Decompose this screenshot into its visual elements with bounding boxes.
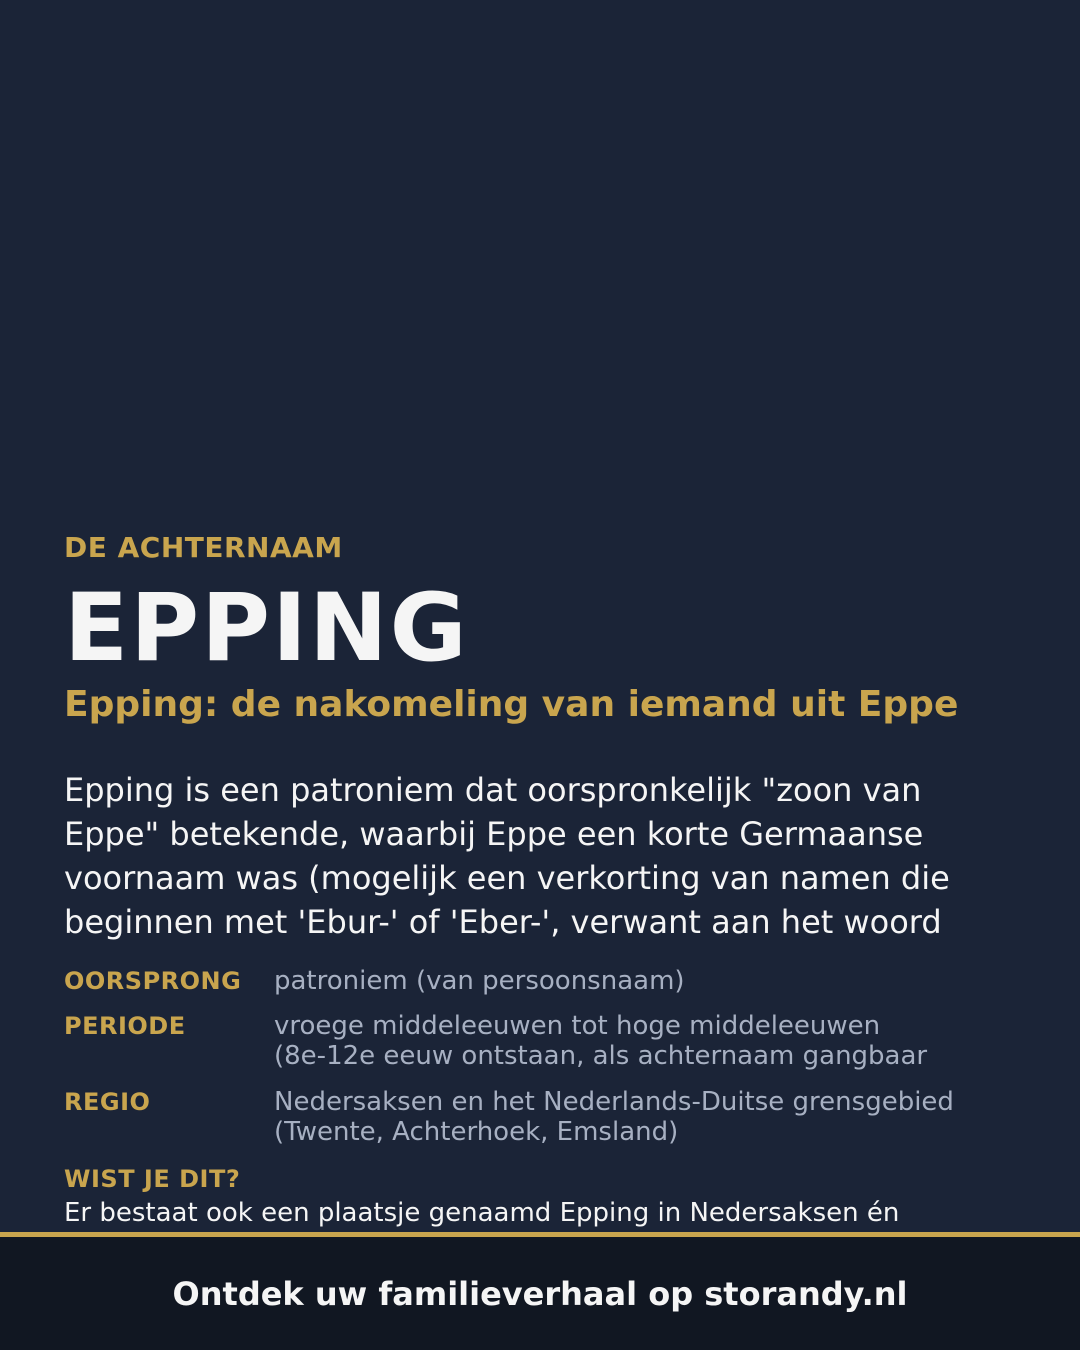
footer-cta: Ontdek uw familieverhaal op storandy.nl bbox=[172, 1275, 908, 1313]
eyebrow-label: DE ACHTERNAAM bbox=[64, 531, 343, 564]
surname-title: EPPING bbox=[64, 574, 469, 683]
did-you-know-label: WIST JE DIT? bbox=[64, 1165, 241, 1193]
fact-label-origin: OORSPRONG bbox=[64, 967, 242, 995]
intro-paragraph: Epping is een patroniem dat oorspronkelijk "zoon van Eppe" betekende, waarbij Eppe een korte Germaanse voornaam was (mogelijk een verkorting van namen die beginnen met 'Ebur-' of 'Eber-', verwant aan het woord bbox=[64, 771, 950, 941]
did-you-know-text: Er bestaat ook een plaatsje genaamd Epping in Nedersaksen én bbox=[64, 1198, 900, 1228]
fact-value-origin: patroniem (van persoonsnaam) bbox=[274, 966, 685, 996]
fact-label-period: PERIODE bbox=[64, 1012, 186, 1040]
fact-value-region: Nedersaksen en het Nederlands-Duitse grensgebied (Twente, Achterhoek, Emsland) bbox=[274, 1087, 954, 1147]
surname-subtitle: Epping: de nakomeling van iemand uit Eppe bbox=[64, 684, 959, 725]
footer-bar bbox=[0, 1232, 1080, 1350]
fact-label-region: REGIO bbox=[64, 1088, 151, 1116]
fact-value-period: vroege middeleeuwen tot hoge middeleeuwen (8e-12e eeuw ontstaan, als achternaam gangbaar bbox=[274, 1011, 928, 1071]
